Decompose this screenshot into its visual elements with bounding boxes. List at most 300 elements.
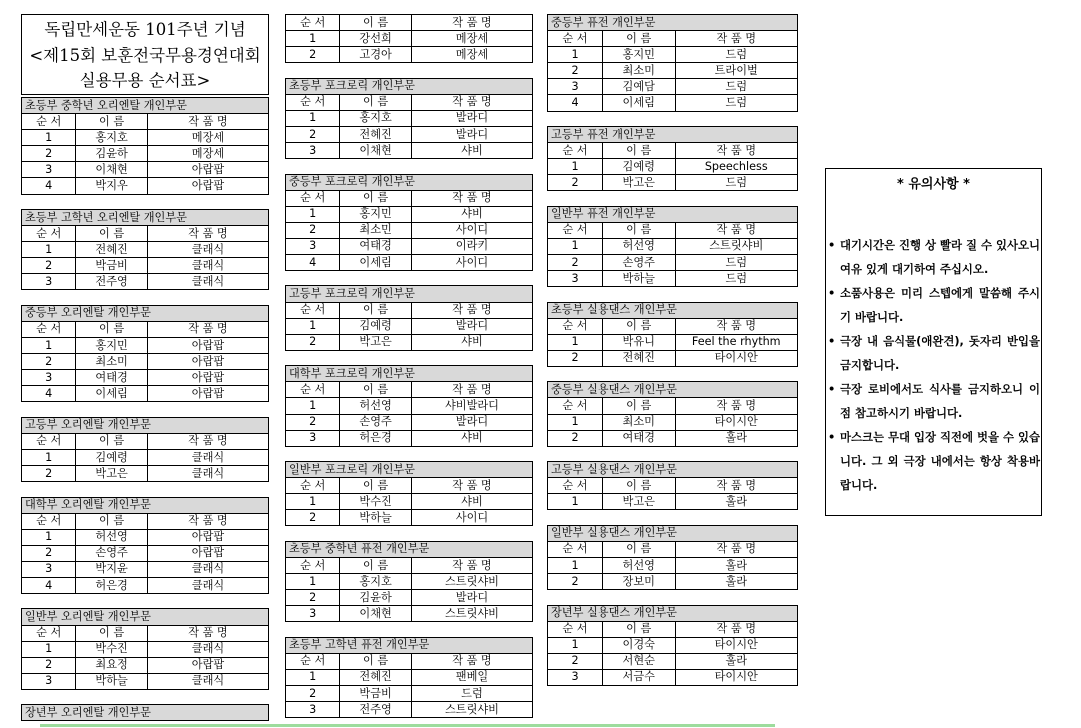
col-header-piece: 작 품 명 [411,382,532,398]
order-cell: 3 [22,274,76,290]
name-cell: 최소미 [603,63,676,79]
order-cell: 2 [286,222,340,238]
bullet-icon: • [828,430,836,444]
piece-cell: 메장세 [147,130,268,146]
name-cell: 이경숙 [603,637,676,653]
notice-text: 마스크는 무대 입장 직전에 벗을 수 있습니다. 그 외 극장 내에서는 항상 착용바랍니다. [840,430,1040,492]
piece-cell: 드럼 [675,175,798,191]
piece-cell: 아랍팝 [147,545,268,561]
col-header-piece: 작 품 명 [411,557,532,573]
section-table [285,461,533,526]
col-header-piece: 작 품 명 [675,143,798,159]
piece-cell: 샤비 [411,430,532,446]
piece-cell: 팬베일 [411,669,532,685]
table-row [22,178,269,194]
order-cell: 1 [548,334,603,350]
piece-cell: 발라디 [411,590,532,606]
section-title: 장년부 오리엔탈 개인부문 [22,705,269,721]
order-cell: 2 [22,258,76,274]
piece-cell: 아랍팝 [147,162,268,178]
section-table [547,605,798,686]
order-cell: 2 [548,63,603,79]
column-header-row [286,15,533,31]
name-cell: 박금비 [340,686,412,702]
name-cell: 서금수 [603,669,676,685]
name-cell: 최요정 [76,657,148,673]
table-row [22,529,269,545]
section-table [547,14,798,112]
section-table [547,525,798,590]
name-cell: 전혜진 [76,242,148,258]
section-title: 일반부 포크로릭 개인부문 [286,462,533,478]
table-row [548,557,798,573]
notice-text: 소품사용은 미리 스텝에게 말씀해 주시기 바랍니다. [840,286,1040,324]
section-table [21,704,269,721]
section-title: 중등부 퓨전 개인부문 [548,15,798,31]
col-header-piece: 작 품 명 [675,398,798,414]
section-gap [21,594,269,608]
table-row [286,686,533,702]
table-row [548,334,798,350]
piece-cell: 사이디 [411,510,532,526]
column-header-row [286,302,533,318]
section-gap [285,351,533,365]
section-gap [547,367,798,381]
table-row [22,673,269,689]
order-cell: 3 [286,606,340,622]
order-cell: 1 [22,130,76,146]
piece-cell: 사이디 [411,222,532,238]
order-cell: 1 [22,529,76,545]
piece-cell: 클래식 [147,449,268,465]
col-header-piece: 작 품 명 [147,114,268,130]
section-title: 일반부 오리엔탈 개인부문 [22,609,269,625]
column-header-row [286,557,533,573]
order-cell: 4 [286,255,340,271]
section-title: 초등부 고학년 오리엔탈 개인부문 [22,209,269,225]
name-cell: 최소미 [603,414,676,430]
order-cell: 2 [22,146,76,162]
name-cell: 고경아 [340,47,412,63]
column-header-row [548,621,798,637]
section-gap [285,447,533,461]
section-gap [547,191,798,205]
column-2-sections [285,14,533,718]
section-table [285,637,533,718]
table-row [286,494,533,510]
order-cell: 4 [22,578,76,594]
col-header-order: 순 서 [22,226,76,242]
notice-item [828,233,1040,281]
order-cell: 2 [286,414,340,430]
table-row [286,430,533,446]
name-cell: 박하늘 [603,271,676,287]
section-gap [21,195,269,209]
section-table [21,497,269,595]
page-bottom-line [40,724,775,727]
name-cell: 전혜진 [340,669,412,685]
table-row [548,63,798,79]
section-table [547,126,798,191]
table-row [548,494,798,510]
name-cell: 최소민 [340,222,412,238]
col-header-name: 이 름 [340,15,412,31]
piece-cell: 클래식 [147,242,268,258]
col-header-order: 순 서 [548,398,603,414]
col-header-name: 이 름 [603,541,676,557]
name-cell: 박고은 [603,175,676,191]
piece-cell: 샤비 [411,494,532,510]
col-header-name: 이 름 [340,382,412,398]
order-cell: 2 [22,466,76,482]
col-header-name: 이 름 [603,31,676,47]
name-cell: 허선영 [603,238,676,254]
col-header-piece: 작 품 명 [411,15,532,31]
bullet-icon: • [828,382,836,396]
table-row [286,110,533,126]
table-row [22,386,269,402]
section-gap [285,271,533,285]
section-title: 고등부 실용댄스 개인부문 [548,462,798,478]
col-header-order: 순 서 [22,321,76,337]
col-header-name: 이 름 [340,557,412,573]
section-table [547,381,798,446]
table-row [548,95,798,111]
order-cell: 1 [22,449,76,465]
col-header-order: 순 서 [548,621,603,637]
order-cell: 2 [548,255,603,271]
piece-cell: 클래식 [147,641,268,657]
table-row [286,222,533,238]
name-cell: 전주영 [340,702,412,718]
table-row [286,31,533,47]
piece-cell: 스트릿샤비 [411,606,532,622]
name-cell: 전혜진 [603,350,676,366]
col-header-name: 이 름 [76,226,148,242]
section-table [285,78,533,159]
piece-cell: 훌라 [675,557,798,573]
col-header-name: 이 름 [340,190,412,206]
section-gap [285,63,533,77]
column-header-row [22,321,269,337]
order-cell: 3 [548,669,603,685]
section-table [547,206,798,287]
order-cell: 1 [548,238,603,254]
col-header-piece: 작 품 명 [675,478,798,494]
order-cell: 3 [286,238,340,254]
table-row [22,242,269,258]
piece-cell: 메장세 [411,31,532,47]
section-title: 대학부 오리엔탈 개인부문 [22,497,269,513]
name-cell: 홍지민 [340,206,412,222]
name-cell: 박고은 [603,494,676,510]
section-table [285,541,533,622]
notice-text: 대기시간은 진행 상 빨라 질 수 있사오니 여유 있게 대기하여 주십시오. [840,238,1040,276]
notice-item [828,425,1040,497]
piece-cell: 샤비 [411,143,532,159]
bullet-icon: • [828,286,836,300]
piece-cell: 클래식 [147,561,268,577]
col-header-order: 순 서 [286,478,340,494]
table-row [286,318,533,334]
name-cell: 김윤하 [340,590,412,606]
notice-text: 극장 내 음식물(애완견), 돗자리 반입을 금지합니다. [840,334,1040,372]
order-cell: 2 [22,657,76,673]
piece-cell: 스트릿샤비 [411,702,532,718]
piece-cell: 발라디 [411,126,532,142]
title-box [21,14,269,95]
order-cell: 1 [548,47,603,63]
column-1-sections [21,97,269,721]
name-cell: 박지윤 [76,561,148,577]
table-row [22,258,269,274]
col-header-name: 이 름 [340,302,412,318]
column-header-row [22,513,269,529]
section-gap [547,590,798,604]
name-cell: 이채현 [340,606,412,622]
piece-cell: 타이시안 [675,414,798,430]
order-cell: 2 [286,510,340,526]
col-header-order: 순 서 [548,541,603,557]
col-header-piece: 작 품 명 [411,94,532,110]
name-cell: 허은경 [76,578,148,594]
col-header-order: 순 서 [22,433,76,449]
col-header-piece: 작 품 명 [675,318,798,334]
piece-cell: 트라이벌 [675,63,798,79]
section-gap [547,510,798,524]
col-header-order: 순 서 [548,31,603,47]
section-gap [547,447,798,461]
piece-cell: 발라디 [411,414,532,430]
section-gap [21,482,269,496]
section-title: 초등부 고학년 퓨전 개인부문 [286,637,533,653]
col-header-order: 순 서 [548,478,603,494]
order-cell: 1 [286,206,340,222]
col-header-name: 이 름 [603,621,676,637]
order-cell: 1 [22,338,76,354]
col-header-piece: 작 품 명 [147,513,268,529]
piece-cell: 타이시안 [675,637,798,653]
section-table [285,365,533,446]
name-cell: 홍지호 [340,574,412,590]
name-cell: 강선희 [340,31,412,47]
col-header-piece: 작 품 명 [675,31,798,47]
section-title: 초등부 중학년 오리엔탈 개인부문 [22,98,269,114]
piece-cell: 이라키 [411,238,532,254]
table-row [286,238,533,254]
column-header-row [548,478,798,494]
section-title: 초등부 포크로릭 개인부문 [286,78,533,94]
table-row [286,255,533,271]
piece-cell: 드럼 [675,271,798,287]
order-cell: 3 [548,79,603,95]
col-header-piece: 작 품 명 [411,653,532,669]
table-row [548,414,798,430]
piece-cell: 샤비 [411,334,532,350]
order-cell: 3 [548,271,603,287]
piece-cell: 타이시안 [675,350,798,366]
col-header-order: 순 서 [548,222,603,238]
column-header-row [286,653,533,669]
name-cell: 허은경 [340,430,412,446]
name-cell: 손영주 [603,255,676,271]
table-row [286,334,533,350]
order-cell: 4 [548,95,603,111]
order-cell: 2 [548,175,603,191]
order-cell: 3 [22,561,76,577]
section-title: 고등부 오리엔탈 개인부문 [22,417,269,433]
piece-cell: 드럼 [411,686,532,702]
section-title: 고등부 퓨전 개인부문 [548,126,798,142]
order-cell: 1 [286,574,340,590]
col-header-order: 순 서 [22,513,76,529]
col-header-piece: 작 품 명 [675,222,798,238]
col-header-piece: 작 품 명 [147,226,268,242]
order-cell: 2 [22,354,76,370]
name-cell: 이세림 [340,255,412,271]
order-cell: 1 [286,318,340,334]
piece-cell: 아랍팝 [147,178,268,194]
table-row [548,653,798,669]
name-cell: 박고은 [340,334,412,350]
name-cell: 박유니 [603,334,676,350]
piece-cell: 발라디 [411,318,532,334]
col-header-name: 이 름 [76,513,148,529]
table-row [548,255,798,271]
order-cell: 2 [548,350,603,366]
table-row [548,47,798,63]
order-cell: 1 [548,637,603,653]
piece-cell: 훌라 [675,430,798,446]
piece-cell: 타이시안 [675,669,798,685]
piece-cell: 아랍팝 [147,529,268,545]
table-row [286,669,533,685]
name-cell: 박하늘 [340,510,412,526]
order-cell: 1 [22,641,76,657]
table-row [22,354,269,370]
order-cell: 3 [22,370,76,386]
piece-cell: 훌라 [675,494,798,510]
section-gap [21,690,269,704]
piece-cell: 아랍팝 [147,338,268,354]
piece-cell: 드럼 [675,47,798,63]
col-header-order: 순 서 [286,94,340,110]
piece-cell: 드럼 [675,255,798,271]
section-table [21,97,269,195]
col-header-piece: 작 품 명 [675,621,798,637]
name-cell: 박금비 [76,258,148,274]
piece-cell: 클래식 [147,258,268,274]
name-cell: 김예담 [603,79,676,95]
col-header-piece: 작 품 명 [147,321,268,337]
table-row [548,430,798,446]
piece-cell: Speechless [675,159,798,175]
table-row [22,370,269,386]
table-row [286,398,533,414]
piece-cell: 훌라 [675,653,798,669]
col-header-name: 이 름 [340,653,412,669]
column-header-row [286,190,533,206]
table-row [22,130,269,146]
name-cell: 김예령 [76,449,148,465]
piece-cell: 아랍팝 [147,657,268,673]
name-cell: 여태경 [76,370,148,386]
name-cell: 허선영 [340,398,412,414]
column-header-row [22,226,269,242]
table-row [286,47,533,63]
piece-cell: 샤비 [411,206,532,222]
section-gap [285,159,533,173]
column-header-row [22,625,269,641]
section-table [21,608,269,689]
section-table [21,305,269,403]
section-table [285,174,533,272]
section-title: 중등부 포크로릭 개인부문 [286,174,533,190]
section-title: 초등부 중학년 퓨전 개인부문 [286,541,533,557]
name-cell: 허선영 [76,529,148,545]
column-header-row [548,31,798,47]
col-header-order: 순 서 [548,143,603,159]
order-cell: 2 [286,590,340,606]
order-cell: 1 [286,31,340,47]
notice-box [825,168,1042,516]
column-3-sections [547,14,798,686]
name-cell: 김윤하 [76,146,148,162]
name-cell: 손영주 [76,545,148,561]
column-2 [285,14,533,718]
notice-item [828,329,1040,377]
name-cell: 전혜진 [340,126,412,142]
col-header-order: 순 서 [286,302,340,318]
col-header-name: 이 름 [603,143,676,159]
order-cell: 1 [548,414,603,430]
table-row [286,702,533,718]
table-row [548,271,798,287]
piece-cell: 스트릿샤비 [675,238,798,254]
name-cell: 여태경 [603,430,676,446]
column-1 [21,14,269,721]
name-cell: 여태경 [340,238,412,254]
section-gap [285,526,533,540]
order-cell: 3 [286,430,340,446]
piece-cell: 사이디 [411,255,532,271]
table-row [548,175,798,191]
table-row [286,574,533,590]
section-title: 장년부 실용댄스 개인부문 [548,605,798,621]
table-row [22,578,269,594]
name-cell: 김예령 [340,318,412,334]
name-cell: 이채현 [76,162,148,178]
table-row [286,590,533,606]
order-cell: 2 [286,334,340,350]
table-row [22,657,269,673]
piece-cell: 아랍팝 [147,354,268,370]
section-gap [285,622,533,636]
notice-title: * 유의사항 * [897,177,970,192]
piece-cell: 아랍팝 [147,386,268,402]
column-header-row [548,222,798,238]
section-title: 일반부 실용댄스 개인부문 [548,525,798,541]
col-header-order: 순 서 [22,114,76,130]
table-row [548,350,798,366]
table-row [286,510,533,526]
section-title: 초등부 실용댄스 개인부문 [548,302,798,318]
name-cell: 홍지민 [603,47,676,63]
table-row [22,162,269,178]
name-cell: 박지우 [76,178,148,194]
section-table [285,14,533,63]
col-header-name: 이 름 [76,114,148,130]
